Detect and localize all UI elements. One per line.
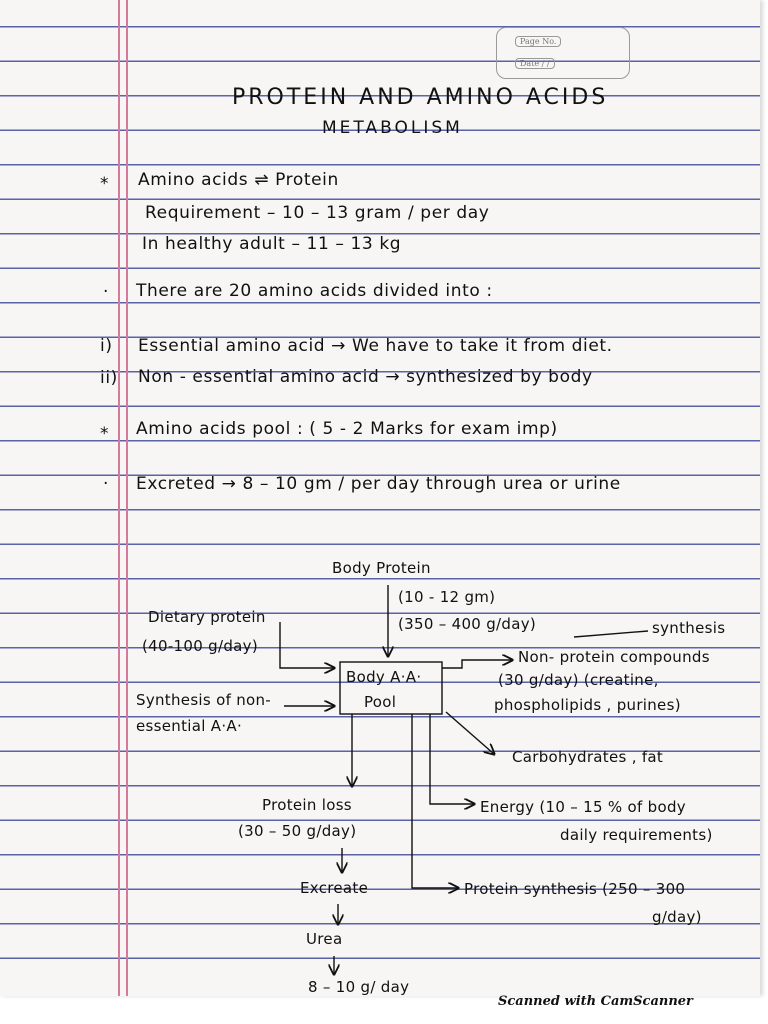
flow-energy: Energy (10 – 15 % of body (480, 798, 686, 816)
note-line-requirement: Requirement – 10 – 13 gram / per day (145, 203, 490, 223)
bullet-dot-2: · (103, 474, 110, 494)
flow-pool-line1: Body A·A· (346, 668, 422, 686)
flow-carbohydrates: Carbohydrates , fat (512, 748, 664, 766)
flow-protein-synthesis-2: g/day) (652, 908, 702, 926)
list-marker-2: ii) (100, 368, 118, 388)
flow-pool-line2: Pool (364, 693, 397, 711)
flow-body-protein-amount: (10 - 12 gm) (398, 588, 496, 606)
flow-synthesis-nonessential: Synthesis of non- (136, 691, 272, 709)
page-no-label: Page No. (515, 36, 561, 47)
flow-synthesis-nonessential-2: essential A·A· (136, 717, 243, 735)
pool-box (340, 662, 442, 714)
note-item-nonessential: Non - essential amino acid → synthesized by body (138, 367, 593, 387)
flow-urea-amount: 8 – 10 g/ day (308, 978, 410, 996)
bullet-dot-1: · (103, 282, 110, 302)
flow-dietary-protein: Dietary protein (148, 608, 266, 626)
flow-synthesis-label: synthesis (652, 619, 726, 637)
flow-protein-loss-amount: (30 – 50 g/day) (238, 822, 357, 840)
flow-excreate: Excreate (300, 879, 369, 897)
list-marker-1: i) (100, 336, 113, 356)
scanner-watermark: Scanned with CamScanner (498, 994, 693, 1009)
flow-body-protein-rate: (350 – 400 g/day) (398, 615, 537, 633)
flow-non-protein-3: phospholipids , purines) (494, 696, 681, 714)
note-line-excreted: Excreted → 8 – 10 gm / per day through urea or urine (136, 474, 621, 494)
note-line-twenty-amino: There are 20 amino acids divided into : (136, 281, 493, 301)
date-label: Date / / (515, 58, 555, 69)
note-line-amino-pool: Amino acids pool : ( 5 - 2 Marks for exam imp) (136, 419, 558, 439)
flow-non-protein-2: (30 g/day) (creatine, (498, 671, 659, 689)
note-line-amino-protein: Amino acids ⇌ Protein (138, 170, 339, 190)
flow-non-protein: Non- protein compounds (518, 648, 710, 666)
flow-urea: Urea (306, 930, 343, 948)
bullet-star-1: * (100, 174, 110, 194)
flow-dietary-amount: (40-100 g/day) (142, 637, 258, 655)
flow-body-protein: Body Protein (332, 559, 431, 577)
flow-energy-2: daily requirements) (560, 826, 713, 844)
flow-protein-synthesis: Protein synthesis (250 – 300 (464, 880, 686, 898)
bullet-star-2: * (100, 424, 110, 444)
note-item-essential: Essential amino acid → We have to take it from diet. (138, 336, 613, 356)
note-line-healthy-adult: In healthy adult – 11 – 13 kg (142, 234, 402, 254)
page-title: PROTEIN AND AMINO ACIDS (232, 85, 609, 110)
page-subtitle: METABOLISM (322, 118, 463, 138)
flow-protein-loss: Protein loss (262, 796, 352, 814)
